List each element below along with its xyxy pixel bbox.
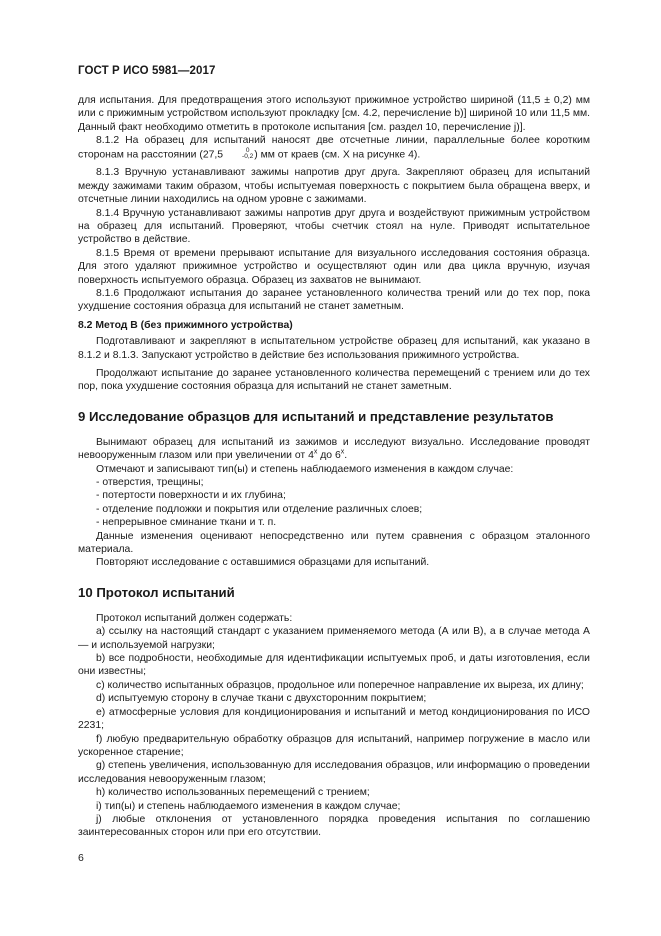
section-heading-9: 9 Исследование образцов для испытаний и представление результатов [78,408,554,424]
list-item: h) количество использованных перемещений с трением; [96,787,370,799]
list-item: - отделение подложки и покрытия или отделение различных слоев; [96,503,423,515]
list-item: - потертости поверхности и их глубина; [96,490,286,502]
paragraph-8-2-2: Продолжают испытание до заранее установленного количества перемещений с трением или до тех пор, пока ухудшение состояния образца для испытаний не станет заметным. [78,367,590,393]
page-header-standard: ГОСТ Р ИСО 5981—2017 [78,65,216,77]
paragraph-intro: для испытания. Для предотвращения этого используют прижимное устройство шириной (11,5 ± 0,2) мм или с прижимным устройством используют прокладку [см. 4.2, перечисление b)] шириной 10 или 11,5 мм. Данный факт необходимо отметить в протоколе испытания [см. раздел 10, перечисление j)]. [78,95,590,133]
paragraph-9-2: Отмечают и записывают тип(ы) и степень наблюдаемого изменения в каждом случае: [96,463,514,475]
paragraph-8-1-5: 8.1.5 Время от времени прерывают испытание для визуального исследования состояния образца. Для этого удаляют прижимное устройство и осуществляют один или два цикла вручную, изучая поверхность испытуемого образца. Образец из захватов не вынимают. [78,247,590,286]
list-item: i) тип(ы) и степень наблюдаемого изменения в каждом случае; [96,800,401,812]
list-item: - отверстия, трещины; [96,477,204,488]
list-item: a) ссылку на настоящий стандарт с указанием применяемого метода (А или В), а в случае метода А — и используемой нагрузки; [78,626,590,651]
list-item: c) количество испытанных образцов, продольное или поперечное направление их выреза, их длину; [96,679,584,691]
page-number: 6 [78,852,84,864]
list-item: d) испытуемую сторону в случае ткани с двухсторонним покрытием; [96,693,427,705]
page-body [78,94,590,840]
list-item: g) степень увеличения, использованную для исследования образцов, или информацию о проведении исследования невооруженным глазом; [78,760,590,785]
paragraph-8-1-2: 8.1.2 На образец для испытаний наносят две отсчетные линии, параллельные более коротким сторонам на расстоянии (27,5 0 -0,2 ) мм от краев (см. X на рисунке 4). [78,135,590,161]
list-item: j) любые отклонения от установленного порядка проведения испытания по соглашению заинтересованных сторон или при его отсутствии. [78,813,590,839]
paragraph-8-1-3: 8.1.3 Вручную устанавливают зажимы напротив друг друга. Закрепляют образец для испытаний между зажимами таким образом, чтобы испытуемая поверхность с покрытием была обращена вверх, и отсчетные линии находились на одном уровне с зажимами. [78,167,590,206]
paragraph-8-1-6: 8.1.6 Продолжают испытания до заранее установленного количества трений или до тех пор, пока ухудшение состояния образца для испытаний не станет заметным. [78,287,590,313]
paragraph-8-2-1: Подготавливают и закрепляют в испытательном устройстве образец для испытаний, как указано в 8.1.2 и 8.1.3. Запускают устройство в действие без использования прижимного устройства. [78,336,590,361]
list-item: b) все подробности, необходимые для идентификации испытуемых проб, и даты изготовления, если они известны; [78,653,590,678]
paragraph-9-3: Данные изменения оценивают непосредственно или путем сравнения с образцом эталонного материала. [78,530,590,556]
tolerance-fraction: 0 -0,2 [242,146,254,161]
paragraph-9-1: Вынимают образец для испытаний из зажимов и исследуют визуально. Исследование проводят невооруженным глазом или при увеличении от 4$^x$ до 6$^x$. [78,436,590,462]
paragraph-8-1-4: 8.1.4 Вручную устанавливают зажимы напротив друг друга и воздействуют прижимным устройством на образец для испытаний. Проверяют, чтобы счетчик стоял на нуле. Приводят испытательное устройство в действие. [78,207,590,246]
list-item: f) любую предварительную обработку образцов для испытаний, например погружение в масло или ускоренное старение; [78,733,590,758]
paragraph-10-intro: Протокол испытаний должен содержать: [96,612,293,624]
list-item: e) атмосферные условия для кондиционирования и испытаний и метод кондиционирования по ИСО 2231; [78,706,590,732]
paragraph-9-4: Повторяют исследование с оставшимися образцами для испытаний. [96,557,430,569]
section-heading-10: 10 Протокол испытаний [78,584,235,600]
list-item: - непрерывное сминание ткани и т. п. [96,517,277,529]
subsection-heading-8-2: 8.2 Метод В (без прижимного устройства) [78,319,293,331]
